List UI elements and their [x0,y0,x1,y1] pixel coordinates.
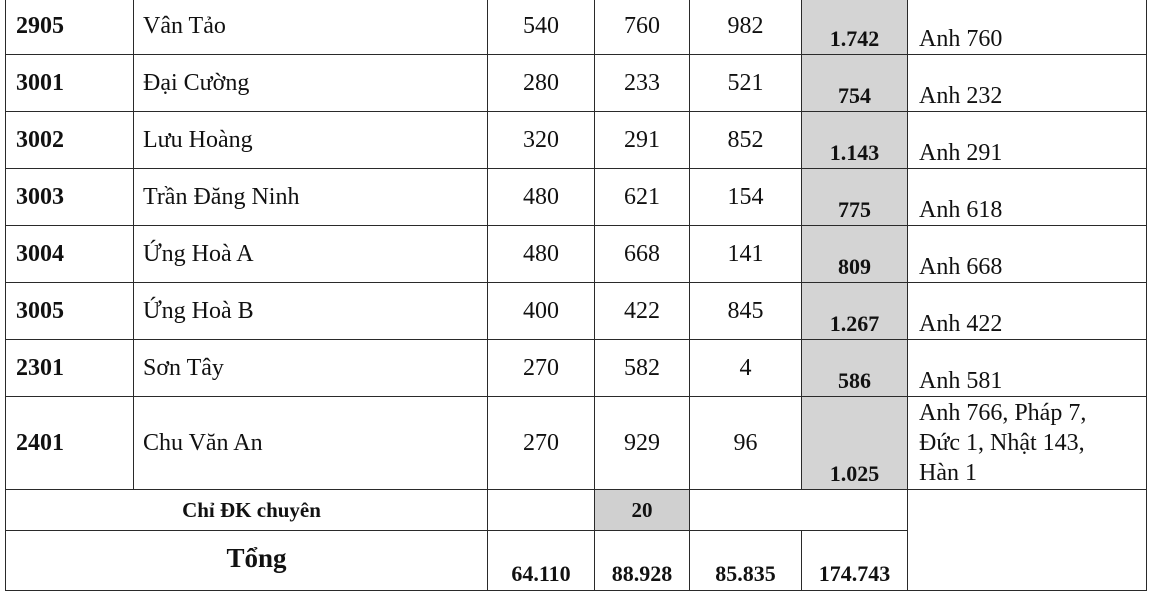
school-code: 2401 [6,397,134,490]
school-name: Đại Cường [134,55,488,112]
specialized-only-row [6,490,1147,531]
school-name: Ứng Hoà B [134,283,488,340]
total-nv2: 85.835 [690,531,802,591]
school-name: Lưu Hoàng [134,112,488,169]
school-code: 3001 [6,55,134,112]
school-name: Sơn Tây [134,340,488,397]
note-cell: Anh 760 [908,0,1147,55]
school-code: 3005 [6,283,134,340]
total-label: Tổng [6,531,488,591]
note-cell: Anh 581 [908,340,1147,397]
total-cell: 586 [802,340,908,397]
total-cell: 809 [802,226,908,283]
quota-cell: 480 [488,169,595,226]
table-row [6,112,1147,169]
table-row [6,283,1147,340]
total-cell: 1.742 [802,0,908,55]
nv1-cell: 291 [595,112,690,169]
nv2-cell: 96 [690,397,802,490]
school-code: 3002 [6,112,134,169]
note-cell: Anh 618 [908,169,1147,226]
quota-cell: 270 [488,340,595,397]
quota-cell: 540 [488,0,595,55]
note-cell: Anh 422 [908,283,1147,340]
quota-cell: 280 [488,55,595,112]
note-line: Đức 1, Nhật 143, [919,430,1085,456]
school-name: Trần Đăng Ninh [134,169,488,226]
nv2-cell: 845 [690,283,802,340]
table-row [6,340,1147,397]
specialized-only-label: Chỉ ĐK chuyên [6,490,488,531]
note-cell: Anh 232 [908,55,1147,112]
total-cell: 1.143 [802,112,908,169]
grand-total: 174.743 [802,531,908,591]
school-code: 3003 [6,169,134,226]
note-line: Hàn 1 [919,460,977,486]
nv1-cell: 760 [595,0,690,55]
total-cell: 1.267 [802,283,908,340]
nv2-cell: 852 [690,112,802,169]
note-cell [908,397,1147,490]
specialized-only-value: 20 [595,490,690,531]
nv2-cell: 154 [690,169,802,226]
table-row [6,0,1147,55]
nv1-cell: 668 [595,226,690,283]
nv1-cell: 621 [595,169,690,226]
school-name: Vân Tảo [134,0,488,55]
table-row [6,169,1147,226]
school-code: 2905 [6,0,134,55]
school-name: Ứng Hoà A [134,226,488,283]
total-cell: 754 [802,55,908,112]
table-row [6,397,1147,490]
total-nv1: 88.928 [595,531,690,591]
nv1-cell: 582 [595,340,690,397]
nv2-cell: 141 [690,226,802,283]
table-row [6,226,1147,283]
note-cell: Anh 291 [908,112,1147,169]
note-cell: Anh 668 [908,226,1147,283]
school-code: 3004 [6,226,134,283]
quota-cell: 320 [488,112,595,169]
empty-note-cell [908,490,1147,591]
enrollment-table [5,0,1147,591]
nv2-cell: 982 [690,0,802,55]
nv1-cell: 233 [595,55,690,112]
school-name: Chu Văn An [134,397,488,490]
total-cell: 1.025 [802,397,908,490]
table-row [6,55,1147,112]
empty-cell [690,490,908,531]
quota-cell: 270 [488,397,595,490]
quota-cell: 400 [488,283,595,340]
quota-cell: 480 [488,226,595,283]
empty-cell [488,490,595,531]
nv1-cell: 422 [595,283,690,340]
nv2-cell: 521 [690,55,802,112]
school-code: 2301 [6,340,134,397]
nv2-cell: 4 [690,340,802,397]
note-line: Anh 766, Pháp 7, [919,400,1087,426]
nv1-cell: 929 [595,397,690,490]
total-cell: 775 [802,169,908,226]
total-quota: 64.110 [488,531,595,591]
